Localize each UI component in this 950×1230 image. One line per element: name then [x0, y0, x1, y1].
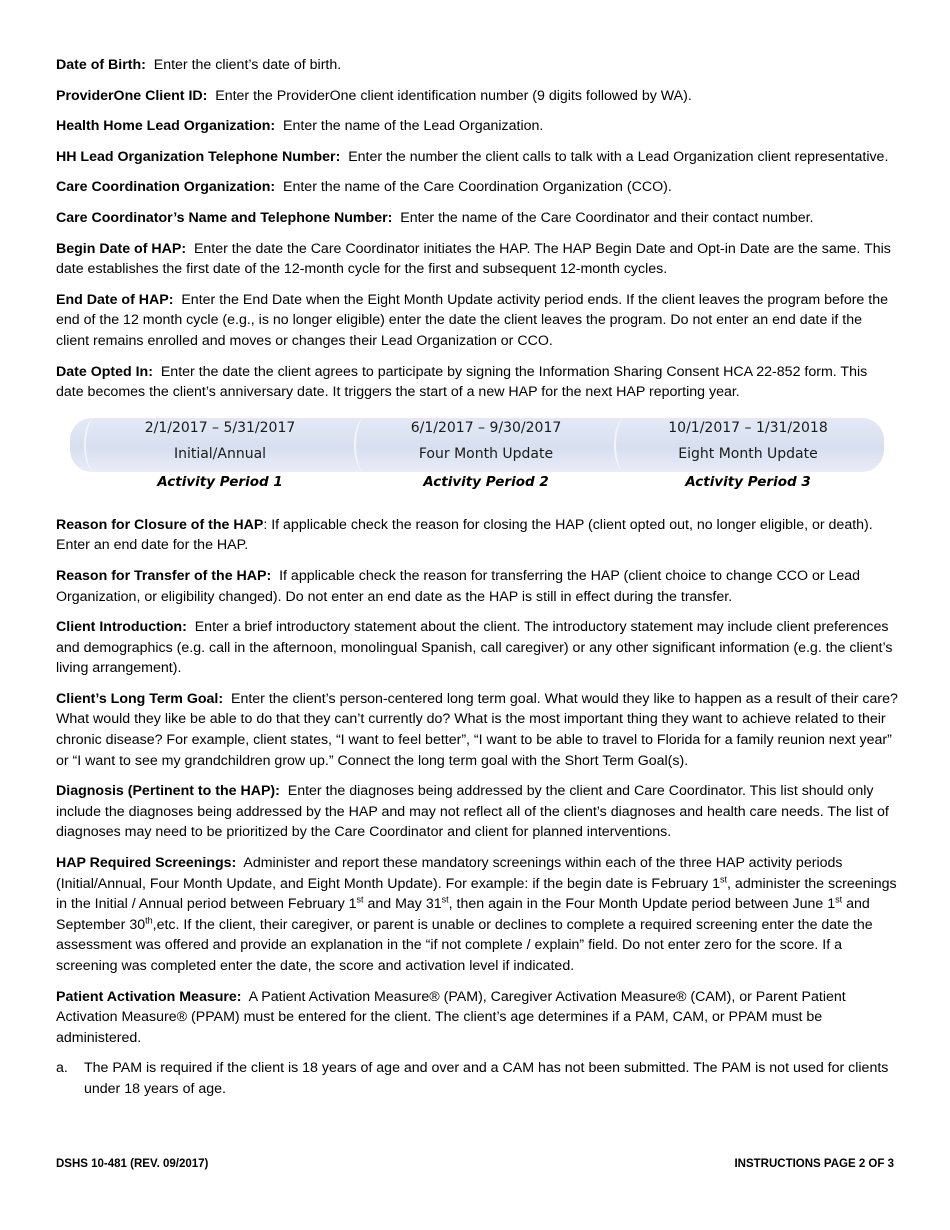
period-label: Activity Period 1: [157, 473, 283, 490]
entry-end-date: End Date of HAP: Enter the End Date when the Eight Month Update activity period ends. If the client leaves the program before the end of the 12 month cycle (e.g., is no longer eligible) enter the date the client leaves the program. Do not enter an end date if the client remains enrolled and moves or changes their Lead Organization or CCO.: [56, 291, 888, 349]
entry-reason-closure: Reason for Closure of the HAP: If applicable check the reason for closing the HAP (client opted out, no longer eligible, or death). Enter an end date for the HAP.: [56, 516, 873, 554]
entry-required-screenings: HAP Required Screenings: Administer and report these mandatory screenings within each of the three HAP activity periods (Initial/Annual, Four Month Update, and Eight Month Update). For example: if the begin date is February 1st, administer the screenings in the Initial / Annual period between February 1st and May 31st, then again in the Four Month Update period between June 1st and September 30th,etc. If the client, their caregiver, or parent is unable or declines to complete a required screening enter the date the assessment was offered and provide an explanation in the “if not complete / explain” field. Do not enter zero for the score. If a screening was completed enter the date, the score and activation level if indicated.: [56, 855, 897, 974]
entry-cco: Care Coordination Organization: Enter the name of the Care Coordination Organization (CCO).: [56, 179, 672, 196]
form-number: DSHS 10-481 (REV. 09/2017): [56, 1158, 209, 1170]
entry-providerone-id: ProviderOne Client ID: Enter the ProviderOne client identification number (9 digits followed by WA).: [56, 87, 692, 104]
activity-period-2: [356, 413, 616, 490]
pam-list: [56, 1058, 898, 1099]
period-type: Eight Month Update: [678, 445, 818, 462]
page-number: INSTRUCTIONS PAGE 2 OF 3: [734, 1158, 894, 1170]
entry-patient-activation-measure: Patient Activation Measure: A Patient Activation Measure® (PAM), Caregiver Activation Measure® (CAM), or Parent Patient Activation Measure® (PPAM) must be entered for the client. The client’s age determines if a PAM, CAM, or PPAM must be administered.: [56, 988, 846, 1046]
period-type: Initial/Annual: [173, 445, 267, 462]
entry-diagnosis: Diagnosis (Pertinent to the HAP): Enter the diagnoses being addressed by the client and Care Coordinator. This list should only include the diagnoses being addressed by the HAP and may not reflect all of the client’s diagnoses and health care needs. The list of diagnoses may need to be prioritized by the Care Coordinator and client for planned interventions.: [56, 783, 889, 841]
entry-care-coordinator: Care Coordinator’s Name and Telephone Number: Enter the name of the Care Coordinator and their contact number.: [56, 209, 814, 226]
activity-period-3: [618, 413, 878, 490]
entry-date-opted-in: Date Opted In: Enter the date the client agrees to participate by signing the Information Sharing Consent HCA 22-852 form. This date becomes the client’s anniversary date. It triggers the start of a new HAP for the next HAP reporting year.: [56, 363, 868, 401]
page-content: [56, 55, 898, 1100]
entry-reason-transfer: Reason for Transfer of the HAP: If applicable check the reason for transferring the HAP (client choice to change CCO or Lead Organization, or eligibility changed). Do not enter an end date as the HAP is still in effect during the transfer.: [56, 567, 861, 605]
period-dates: 6/1/2017 – 9/30/2017: [410, 419, 562, 436]
activity-period-timeline: [56, 413, 898, 503]
entry-client-introduction: Client Introduction: Enter a brief introductory statement about the client. The introductory statement may include client preferences and demographics (e.g. call in the afternoon, monolingual Spanish, call caregiver) or any other significant information (e.g. the client’s living arrangement).: [56, 619, 893, 677]
period-label: Activity Period 3: [685, 473, 811, 490]
period-dates: 10/1/2017 – 1/31/2018: [668, 419, 828, 436]
period-type: Four Month Update: [418, 445, 554, 462]
entry-date-of-birth: Date of Birth: Enter the client’s date of birth.: [56, 57, 342, 73]
entry-begin-date: Begin Date of HAP: Enter the date the Care Coordinator initiates the HAP. The HAP Begin Date and Opt-in Date are the same. This date establishes the first date of the 12-month cycle for the first and subsequent 12-month cycles.: [56, 240, 891, 278]
period-dates: 2/1/2017 – 5/31/2017: [144, 419, 296, 436]
activity-period-1: [86, 413, 354, 490]
list-marker: a.: [56, 1060, 68, 1077]
period-label: Activity Period 2: [423, 473, 549, 490]
list-item: a. The PAM is required if the client is 18 years of age and over and a CAM has not been submitted. The PAM is not used for clients under 18 years of age.: [56, 1060, 889, 1097]
entry-long-term-goal: Client’s Long Term Goal: Enter the client’s person-centered long term goal. What would they like to happen as a result of their care? What would they like be able to do that they can’t currently do? What is the most important thing they want to achieve related to their chronic disease? For example, client states, “I want to feel better”, “I want to be able to travel to Florida for a family reunion next year” or “I want to see my grandchildren grow up.” Connect the long term goal with the Short Term Goal(s).: [56, 690, 898, 769]
entry-lead-organization: Health Home Lead Organization: Enter the name of the Lead Organization.: [56, 118, 544, 135]
entry-lead-phone: HH Lead Organization Telephone Number: Enter the number the client calls to talk with a Lead Organization client representative.: [56, 148, 889, 165]
